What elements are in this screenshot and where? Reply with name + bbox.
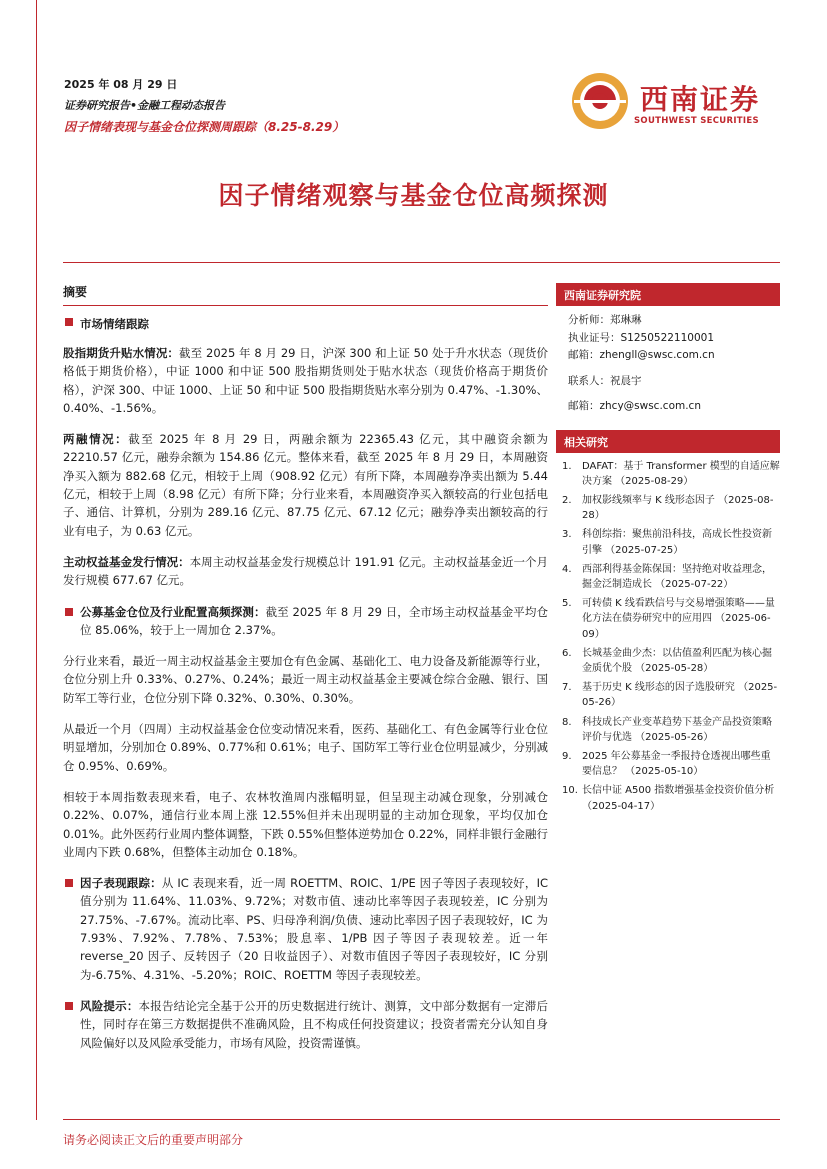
related-research-item[interactable] [556, 680, 780, 710]
related-research-item[interactable] [556, 749, 780, 779]
section-title: 市场情绪跟踪 [80, 317, 149, 331]
related-research-item[interactable] [556, 783, 780, 813]
analyst-email[interactable]: 邮箱：zhengll@swsc.com.cn [568, 349, 715, 361]
margin-trading-paragraph [63, 430, 548, 540]
spacer [568, 390, 772, 398]
bullet-square-icon [65, 879, 73, 887]
paragraph-lead: 两融情况： [63, 432, 129, 447]
item-number: 1. [562, 460, 572, 472]
risk-warning-paragraph [63, 997, 548, 1052]
related-research-item[interactable] [556, 459, 780, 489]
paragraph-lead: 因子表现跟踪： [80, 876, 162, 891]
logo-chinese-name: 西南证券 [640, 83, 761, 116]
left-margin-rule [36, 0, 37, 1120]
paragraph-body: 本周主动权益基金发行规模总计 191.91 亿元。主动权益基金近一个月发行规模 677.67 亿元。 [63, 554, 549, 588]
analyst-license: 执业证号：S1250522110001 [568, 331, 715, 344]
paragraph-body: 截至 2025 年 8 月 29 日，沪深 300 和上证 50 处于升水状态（现货价格低于期货价格），中证 1000 和中证 500 股指期货则处于贴水状态（现货价格高于期货价格），沪深 300、中证 1000、上证 50 和中证 500 股指期货贴水率分别为 0.47%、-1.30%、0.40%、-1.56%。 [63, 346, 549, 415]
item-text: 科技成长产业变革趋势下基金产品投资策略评价与优选 （2025-05-26） [582, 716, 772, 743]
item-number: 8. [562, 716, 572, 728]
bullet-square-icon [65, 1002, 73, 1010]
item-number: 2. [562, 494, 572, 506]
logo-english-name: SOUTHWEST SECURITIES [634, 116, 759, 126]
abstract-heading: 摘要 [63, 285, 88, 299]
item-number: 3. [562, 529, 572, 541]
section-market-sentiment [63, 316, 548, 332]
sidebar [556, 283, 780, 818]
item-number: 5. [562, 598, 572, 610]
related-research-item[interactable] [556, 527, 780, 557]
item-number: 6. [562, 647, 572, 659]
fund-position-paragraph [63, 603, 548, 640]
paragraph-body: 截至 2025 年 8 月 29 日，两融余额为 22365.43 亿元，其中融资余额为 22210.57 亿元，融券余额为 154.86 亿元。整体来看，截至 2025 年 8 月 29 日，本周融资净买入额为 882.68 亿元，相较于上周（908.92 亿元）有所下降，本周融券净卖出额为 5.44 亿元，相较于上周（8.98 亿元）有所下降；分行业来看，本周融资净买入额较高的行业包括电子、通信、计算机，分别为 289.16 亿元、87.75 亿元、67.12 亿元；融券净卖出额较高的行业有电子，为 0.63 亿元。 [63, 432, 548, 538]
spacer [568, 365, 772, 373]
paragraph-body: 从 IC 表现来看，近一周 ROETTM、ROIC、1/PE 因子等因子表现较好，IC 值分别为 11.64%、11.03%、9.72%；对数市值、速动比率等因子表现较差，IC 分别为 27.75%、-7.67%。流动比率、PS、归母净利润/负债、速动比率因子因子表现较好，IC 为 7.93%、7.92%、7.78%、7.53%；股息率、1/PB 因子等因子表现较差。近一年 reverse_20 因子、反转因子（20 日收益因子）、对数市值因子等因子表现较好，IC 分别为-6.75%、4.31%、-5.20%；ROIC、ROETTM 等因子表现较差。 [80, 876, 548, 982]
report-date: 2025 年 08 月 29 日 [64, 78, 178, 91]
item-text: 长城基金曲少杰：以估值盈利匹配为核心掘金质优个股 （2025-05-28） [582, 647, 772, 674]
item-number: 7. [562, 682, 572, 694]
related-research-item[interactable] [556, 562, 780, 592]
spacer [556, 416, 780, 430]
paragraph-lead: 风险提示： [80, 998, 139, 1013]
index-comparison-paragraph: 相较于本周指数表现来看，电子、农林牧渔周内涨幅明显，但呈现主动减仓现象，分别减仓 0.22%、0.07%，通信行业本周上涨 12.55%但并未出现明显的主动加仓现象，平均仅加仓 0.01%。此外医药行业周内整体调整，下跌 0.55%但整体逆势加仓 0.22%，同样非银行金融行业周内下跌 0.68%，但整体主动加仓 0.18%。 [63, 789, 548, 859]
paragraph-body: 本报告结论完全基于公开的历史数据进行统计、测算，文中部分数据有一定滞后性，同时存在第三方数据提供不准确风险，且不构成任何投资建议；投资者需充分认知自身风险偏好以及风险承受能力，市场有风险，投资需谨慎。 [80, 998, 549, 1050]
item-text: 西部利得基金陈保国：坚持绝对收益理念，掘金泛制造成长 （2025-07-22） [582, 563, 772, 590]
analyst-name: 分析师：郑琳琳 [568, 314, 642, 326]
related-research-item[interactable] [556, 493, 780, 523]
item-number: 9. [562, 750, 572, 762]
abstract-divider [63, 305, 548, 306]
item-number: 10. [562, 785, 578, 797]
logo-emblem-icon [568, 70, 632, 134]
page-title: 因子情绪观察与基金仓位高频探测 [218, 181, 609, 210]
company-logo [568, 70, 778, 132]
item-text: 长信中证 A500 指数增强基金投资价值分析 （2025-04-17） [582, 785, 775, 812]
abstract-column [63, 283, 548, 1065]
industry-weekly-paragraph: 分行业来看，最近一周主动权益基金主要加仓有色金属、基础化工、电力设备及新能源等行业，仓位分别上升 0.33%、0.27%、0.24%；最近一周主动权益基金主要减仓综合金融、银行、国防军工等行业，仓位分别下降 0.32%、0.30%、0.30%。 [63, 654, 548, 705]
item-number: 4. [562, 563, 572, 575]
institute-header: 西南证券研究院 [556, 283, 780, 306]
item-text: 科创综指：聚焦前沿科技，高成长性投资新引擎 （2025-07-25） [582, 529, 772, 556]
fund-issuance-paragraph [63, 553, 548, 590]
paragraph-body: 截至 2025 年 8 月 29 日，全市场主动权益基金平均仓位 85.06%，较于上一周加仓 2.37%。 [80, 604, 548, 637]
bullet-square-icon [65, 318, 73, 326]
related-research-item[interactable] [556, 596, 780, 642]
item-text: 可转债 K 线看跌信号与交易增强策略——量化方法在债券研究中的应用四 （2025-06-09） [582, 598, 775, 640]
factor-performance-paragraph [63, 874, 548, 984]
related-research-list [556, 453, 780, 814]
paragraph-lead: 公募基金仓位及行业配置高频探测： [80, 604, 266, 619]
futures-basis-paragraph [63, 344, 548, 417]
related-research-item[interactable] [556, 715, 780, 745]
item-text: 加权影线频率与 K 线形态因子 （2025-08-28） [582, 494, 774, 522]
footer-disclaimer: 请务必阅读正文后的重要声明部分 [63, 1133, 244, 1147]
paragraph-lead: 主动权益基金发行情况： [63, 554, 190, 569]
title-divider [63, 262, 780, 263]
report-type: 证券研究报告•金融工程动态报告 [64, 99, 226, 112]
paragraph-lead: 股指期货升贴水情况： [63, 346, 180, 360]
item-text: DAFAT：基于 Transformer 模型的自适应解决方案 （2025-08-29） [582, 460, 780, 487]
contact-name: 联系人：祝晨宇 [568, 374, 642, 387]
footer-divider [63, 1119, 780, 1120]
related-research-header: 相关研究 [556, 430, 780, 453]
analyst-info [556, 306, 780, 416]
item-text: 2025 年公募基金一季报持仓透视出哪些重要信息？ （2025-05-10） [582, 750, 771, 778]
related-research-item[interactable] [556, 646, 780, 676]
bullet-square-icon [65, 608, 73, 616]
industry-monthly-paragraph: 从最近一个月（四周）主动权益基金仓位变动情况来看，医药、基础化工、有色金属等行业仓位明显增加，分别加仓 0.89%、0.77%和 0.61%；电子、国防军工等行业仓位明显减少，分别减仓 0.95%、0.69%。 [63, 722, 548, 773]
item-text: 基于历史 K 线形态的因子选股研究 （2025-05-26） [582, 682, 778, 709]
contact-email[interactable]: 邮箱：zhcy@swsc.com.cn [568, 400, 701, 412]
report-subtitle: 因子情绪表现与基金仓位探测周跟踪（8.25-8.29） [64, 120, 345, 134]
